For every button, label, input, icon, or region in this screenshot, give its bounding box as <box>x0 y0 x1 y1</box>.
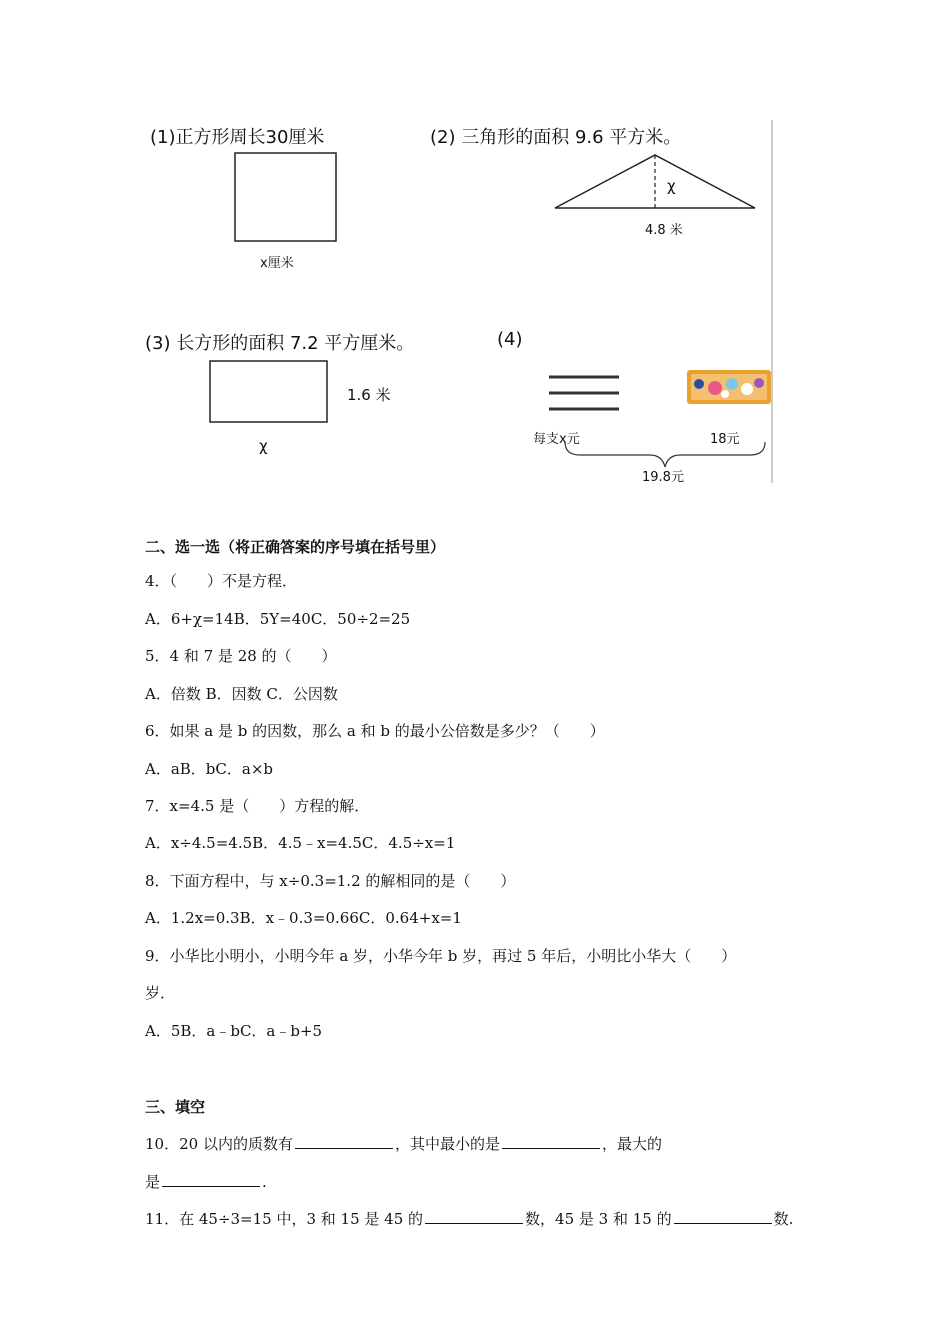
section2-heading: 二、选一选（将正确答案的序号填在括号里） <box>145 538 446 556</box>
q10-text-d: 是 <box>145 1173 161 1191</box>
figure-drawing <box>135 115 775 485</box>
q4-box-price: 18元 <box>710 432 740 447</box>
q6-question: 6．如果 a 是 b 的因数，那么 a 和 b 的最小公倍数是多少？（ ） <box>145 722 605 740</box>
q10-text-a: 10．20 以内的质数有 <box>145 1135 293 1153</box>
section3-heading: 三、填空 <box>145 1098 206 1116</box>
q10-text-c: ，最大的 <box>601 1135 662 1153</box>
q9-question: 9．小华比小明小，小明今年 a 岁，小华今年 b 岁，再过 5 年后，小明比小华大（ ） <box>145 947 737 965</box>
q8-options: A．1.2x=0.3B．x﹣0.3=0.66C．0.64+x=1 <box>145 909 462 927</box>
q2-title: (2) 三角形的面积 9.6 平方米。 <box>430 127 682 148</box>
q11-line <box>145 1208 793 1229</box>
q1-side-label: x厘米 <box>260 256 294 271</box>
q10-line2 <box>145 1171 267 1192</box>
q11-blank-1[interactable] <box>425 1208 523 1224</box>
q7-question: 7．x=4.5 是（ ）方程的解． <box>145 797 370 815</box>
q3-length-label: χ <box>259 437 268 455</box>
q5-options: A．倍数 B．因数 C．公因数 <box>145 685 338 703</box>
q10-line1 <box>145 1133 662 1154</box>
q4-options: A．6+χ=14B．5Y=40C．50÷2=25 <box>145 610 411 628</box>
square-shape <box>235 153 336 241</box>
q1-title: (1)正方形周长30厘米 <box>150 127 325 148</box>
q6-options: A．aB．bC．a×b <box>145 760 273 778</box>
q3-side-label: 1.6 米 <box>347 386 391 404</box>
q10-blank-3[interactable] <box>162 1171 260 1187</box>
q10-blank-2[interactable] <box>502 1133 600 1149</box>
q4-title: (4) <box>497 329 523 350</box>
q10-text-b: ，其中最小的是 <box>394 1135 500 1153</box>
q11-text-b: 数，45 是 3 和 15 的 <box>525 1210 672 1228</box>
q3-title: (3) 长方形的面积 7.2 平方厘米。 <box>145 333 415 354</box>
q2-base-label: 4.8 米 <box>645 223 683 238</box>
q11-text-c: 数. <box>773 1210 794 1228</box>
q4-pen-price: 每支x元 <box>533 432 580 447</box>
q10-blank-1[interactable] <box>295 1133 393 1149</box>
q11-blank-2[interactable] <box>674 1208 772 1224</box>
q10-text-e: . <box>262 1173 267 1191</box>
rectangle-shape <box>210 361 327 422</box>
q8-question: 8．下面方程中，与 x÷0.3=1.2 的解相同的是（ ） <box>145 872 516 890</box>
q4-total-price: 19.8元 <box>642 470 684 485</box>
q9-options: A．5B．a﹣bC．a﹣b+5 <box>145 1022 323 1040</box>
pencil-box-art <box>687 370 771 404</box>
geometry-figure <box>135 115 775 485</box>
q5-question: 5．4 和 7 是 28 的（ ） <box>145 647 337 665</box>
q9-question-cont: 岁． <box>145 984 176 1002</box>
pencil-box-image <box>687 370 771 404</box>
q4-question: 4．（ ）不是方程． <box>145 572 298 590</box>
q2-height-label: χ <box>667 177 676 195</box>
q11-text-a: 11．在 45÷3=15 中，3 和 15 是 45 的 <box>145 1210 424 1228</box>
q7-options: A．x÷4.5=4.5B．4.5﹣x=4.5C．4.5÷x=1 <box>145 834 456 852</box>
